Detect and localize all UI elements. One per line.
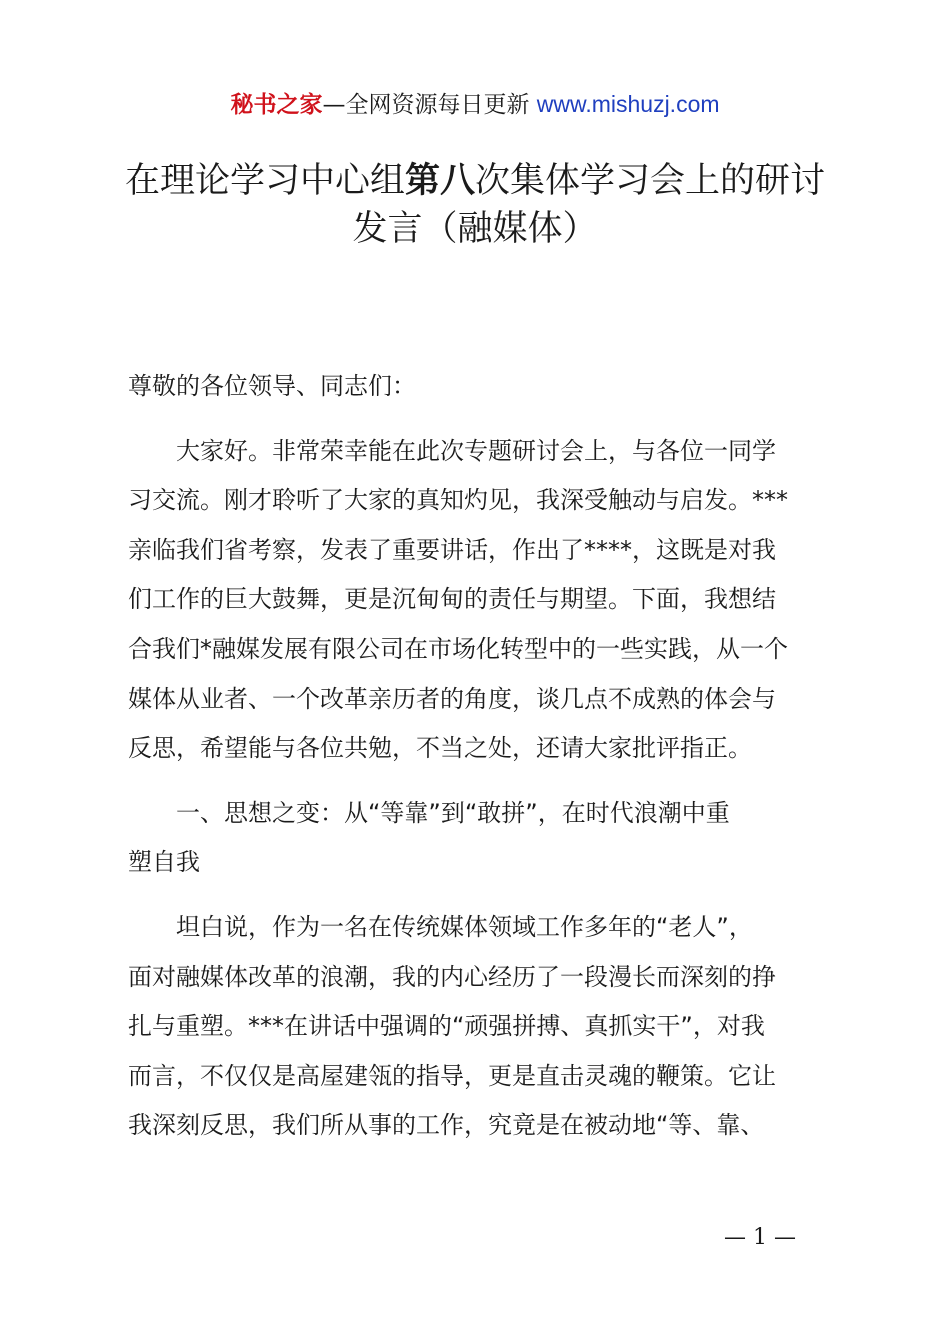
document-title bbox=[100, 157, 850, 253]
paragraph-line: 们工作的巨大鼓舞，更是沉甸甸的责任与期望。下面，我想结 bbox=[128, 585, 776, 614]
paragraph-line: 而言，不仅仅是高屋建瓴的指导，更是直击灵魂的鞭策。它让 bbox=[128, 1061, 776, 1090]
title-part-after: 次集体学习会上的研讨 bbox=[475, 161, 826, 201]
paragraph-line: 扎与重塑。***在讲话中强调的“顽强拼搏、真抓实干”，对我 bbox=[128, 1012, 765, 1041]
page-number: — 1 — bbox=[724, 1225, 796, 1250]
paragraph-line: 亲临我们省考察，发表了重要讲话，作出了****，这既是对我 bbox=[128, 535, 776, 564]
site-brand: 秘书之家 bbox=[230, 92, 323, 118]
site-header bbox=[0, 86, 950, 123]
title-part-before: 在理论学习中心组 bbox=[124, 161, 405, 201]
paragraph-line: 习交流。刚才聆听了大家的真知灼见，我深受触动与启发。*** bbox=[128, 486, 788, 515]
paragraph-opening bbox=[128, 427, 836, 774]
paragraph-line: 面对融媒体改革的浪潮，我的内心经历了一段漫长而深刻的挣 bbox=[128, 962, 776, 991]
paragraph-section-1 bbox=[128, 903, 836, 1151]
paragraph-line: 我深刻反思，我们所从事的工作，究竟是在被动地“等、靠、 bbox=[128, 1111, 765, 1140]
site-tagline: —全网资源每日更新 bbox=[322, 92, 530, 118]
paragraph-line: 媒体从业者、一个改革亲历者的角度，谈几点不成熟的体会与 bbox=[128, 684, 776, 713]
title-line-2: 发言（融媒体） bbox=[352, 209, 598, 249]
section-heading-1 bbox=[128, 789, 836, 888]
section-heading-line: 塑自我 bbox=[128, 848, 200, 877]
paragraph-line: 坦白说，作为一名在传统媒体领域工作多年的“老人”， bbox=[176, 912, 753, 941]
document-body bbox=[128, 362, 836, 1151]
paragraph-line: 合我们*融媒发展有限公司在市场化转型中的一些实践，从一个 bbox=[128, 634, 788, 663]
section-heading-line: 一、思想之变：从“等靠”到“敢拼”，在时代浪潮中重 bbox=[176, 798, 730, 827]
salutation: 尊敬的各位领导、同志们： bbox=[128, 372, 416, 400]
site-url-link[interactable]: www.mishuzj.com bbox=[536, 91, 720, 117]
paragraph-line: 大家好。非常荣幸能在此次专题研讨会上，与各位一同学 bbox=[176, 436, 776, 465]
paragraph-line: 反思，希望能与各位共勉，不当之处，还请大家批评指正。 bbox=[128, 734, 752, 763]
title-line-1 bbox=[100, 157, 850, 205]
title-emphasis: 第八 bbox=[404, 161, 475, 201]
